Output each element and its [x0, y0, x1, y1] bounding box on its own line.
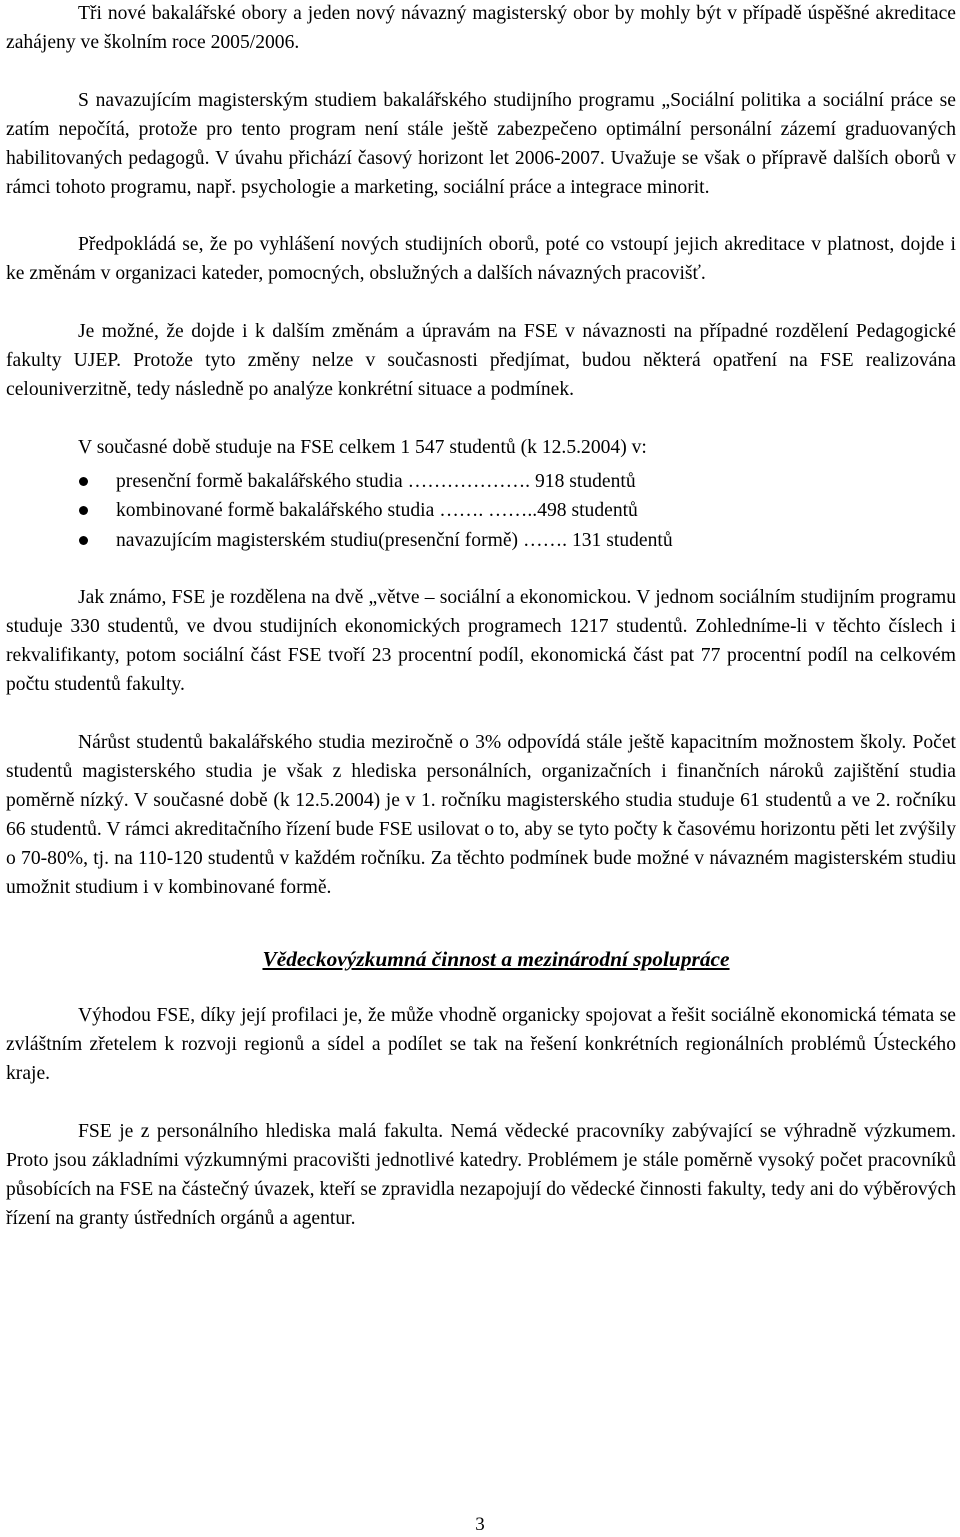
list-item-text: kombinované formě bakalářského studia ……. ……..498 studentů	[116, 500, 638, 522]
list-item-text: presenční formě bakalářského studia ………………. 918 studentů	[116, 470, 636, 492]
page-number: 3	[475, 1514, 485, 1535]
paragraph-master-study: S navazujícím magisterským studiem bakalářského studijního programu „Sociální politika a sociální práce se zatím nepočítá, protože pro tento program není stále ještě zabezpečeno optimální personální zázemí graduovaných habilitovaných pedagogů. V úvahu přichází časový horizont let 2006-2007. Uvažuje se však o přípravě dalších oborů v rámci tohoto programu, např. psychologie a marketing, sociální práce a integrace minorit.	[6, 89, 956, 198]
paragraph-student-growth: Nárůst studentů bakalářského studia meziročně o 3% odpovídá stále ještě kapacitním možnostem školy. Počet studentů magisterského studia je však z hlediska personálních, organizačních i finančních nároků zajištění studia poměrně nízký. V současné době (k 12.5.2004) je v 1. ročníku magisterského studia studuje 61 studentů a ve 2. ročníku 66 studentů. V rámci akreditačního řízení bude FSE usilovat o to, aby se tyto počty k časovému horizontu pěti let zvýšily o 70-80%, tj. na 110-120 studentů v každém ročníku. Za těchto podmínek bude možné v návazném magisterském studiu umožnit studium i v kombinované formě.	[6, 732, 956, 898]
bullet-icon	[79, 506, 88, 515]
list-item	[6, 526, 956, 556]
paragraph-research-advantage: Výhodou FSE, díky její profilaci je, že může vhodně organicky spojovat a řešit sociálně ekonomická témata se zvláštním zřetelem k rozvoji regionů a sídel a podílet se tak na řešení konkrétních regionálních problémů Ústeckého kraje.	[6, 1005, 956, 1085]
document-page	[6, 0, 956, 1234]
bullet-icon	[79, 536, 88, 545]
paragraph-new-programs: Tři nové bakalářské obory a jeden nový návazný magisterský obor by mohly být v případě úspěšné akreditace zahájeny ve školním roce 2005/2006.	[6, 3, 956, 53]
paragraph-research-staff: FSE je z personálního hlediska malá fakulta. Nemá vědecké pracovníky zabývající se výhradně výzkumem. Proto jsou základními výzkumnými pracovišti jednotlivé katedry. Problémem je stále poměrně vysoký počet pracovníků působících na FSE na částečný úvazek, kteří se zpravidla nezapojují do vědecké činnosti fakulty, tedy ani do výběrových řízení na granty ústředních orgánů a agentur.	[6, 1121, 956, 1229]
section-heading: Vědeckovýzkumná činnost a mezinárodní spolupráce	[262, 947, 730, 972]
paragraph-department-changes: Předpokládá se, že po vyhlášení nových studijních oborů, poté co vstoupí jejich akreditace v platnost, dojde i ke změnám v organizaci kateder, pomocných, obslužných a dalších návazných pracovišť.	[6, 234, 956, 285]
list-item	[6, 467, 956, 497]
paragraph-faculty-split: Je možné, že dojde i k dalším změnám a úpravám na FSE v návaznosti na případné rozdělení Pedagogické fakulty UJEP. Protože tyto změny nelze v současnosti předjímat, budou některá opatření na FSE realizována celouniverzitně, tedy následně po analýze konkrétní situace a podmínek.	[6, 321, 956, 401]
list-item-text: navazujícím magisterském studiu(presenční formě) ……. 131 studentů	[116, 529, 673, 551]
student-count-list	[6, 467, 956, 556]
paragraph-faculty-branches: Jak známo, FSE je rozdělena na dvě „větve – sociální a ekonomickou. V jednom sociálním studijním programu studuje 330 studentů, ve dvou studijních ekonomických programech 1217 studentů. Zohledníme-li v těchto číslech i rekvalifikanty, potom sociální část FSE tvoří 23 procentní podíl, ekonomická část pat 77 procentní podíl na celkovém počtu studentů fakulty.	[6, 587, 956, 696]
student-count-intro: V současné době studuje na FSE celkem 1 547 studentů (k 12.5.2004) v:	[78, 436, 647, 458]
bullet-icon	[79, 477, 88, 486]
list-item	[6, 496, 956, 526]
